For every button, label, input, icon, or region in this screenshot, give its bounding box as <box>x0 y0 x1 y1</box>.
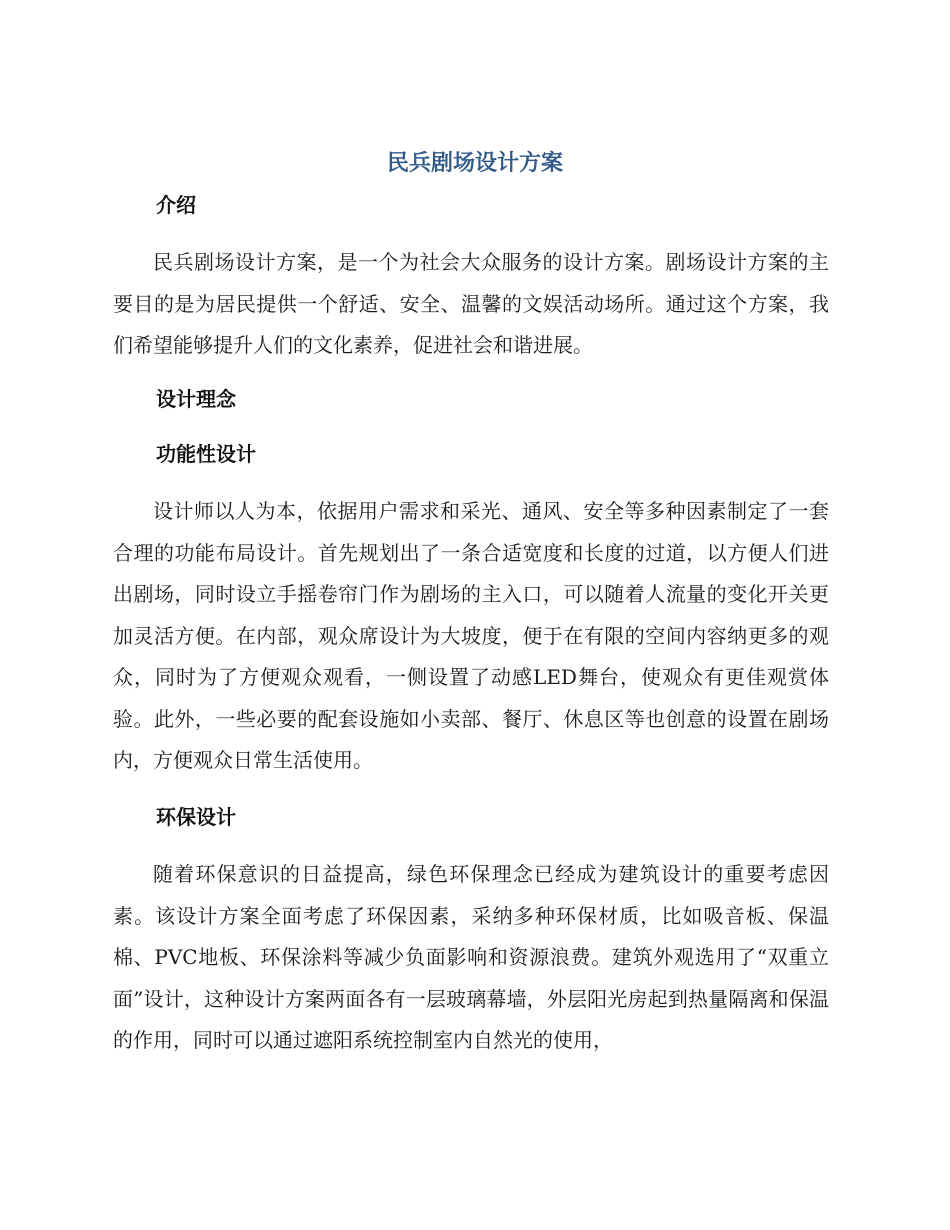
section-heading-intro: 介绍 <box>156 193 196 217</box>
section-heading-design-concept: 设计理念 <box>156 387 236 411</box>
section-paragraph-eco-design: 随着环保意识的日益提高，绿色环保理念已经成为建筑设计的重要考虑因素。该设计方案全面考虑了环保因素，采纳多种环保材质，比如吸音板、保温棉、PVC地板、环保涂料等减少负面影响和资源浪费。建筑外观选用了“双重立面”设计，这种设计方案两面各有一层玻璃幕墙，外层阳光房起到热量隔离和保温的作用，同时可以通过遮阳系统控制室内自然光的使用， <box>113 862 829 1052</box>
section-paragraph-intro: 民兵剧场设计方案，是一个为社会大众服务的设计方案。剧场设计方案的主要目的是为居民提供一个舒适、安全、温馨的文娱活动场所。通过这个方案，我们希望能够提升人们的文化素养，促进社会和谐进展。 <box>113 250 829 357</box>
section-paragraph-functional-design: 设计师以人为本，依据用户需求和采光、通风、安全等多种因素制定了一套合理的功能布局设计。首先规划出了一条合适宽度和长度的过道，以方便人们进出剧场，同时设立手摇卷帘门作为剧场的主入口，可以随着人流量的变化开关更加灵活方便。在内部，观众席设计为大坡度，便于在有限的空间内容纳更多的观众，同时为了方便观众观看，一侧设置了动感LED舞台，使观众有更佳观赏体验。此外，一些必要的配套设施如小卖部、餐厅、休息区等也创意的设置在剧场内，方便观众日常生活使用。 <box>113 499 829 772</box>
document-title: 民兵剧场设计方案 <box>386 151 563 176</box>
section-heading-functional-design: 功能性设计 <box>156 442 256 466</box>
section-heading-eco-design: 环保设计 <box>156 805 236 829</box>
